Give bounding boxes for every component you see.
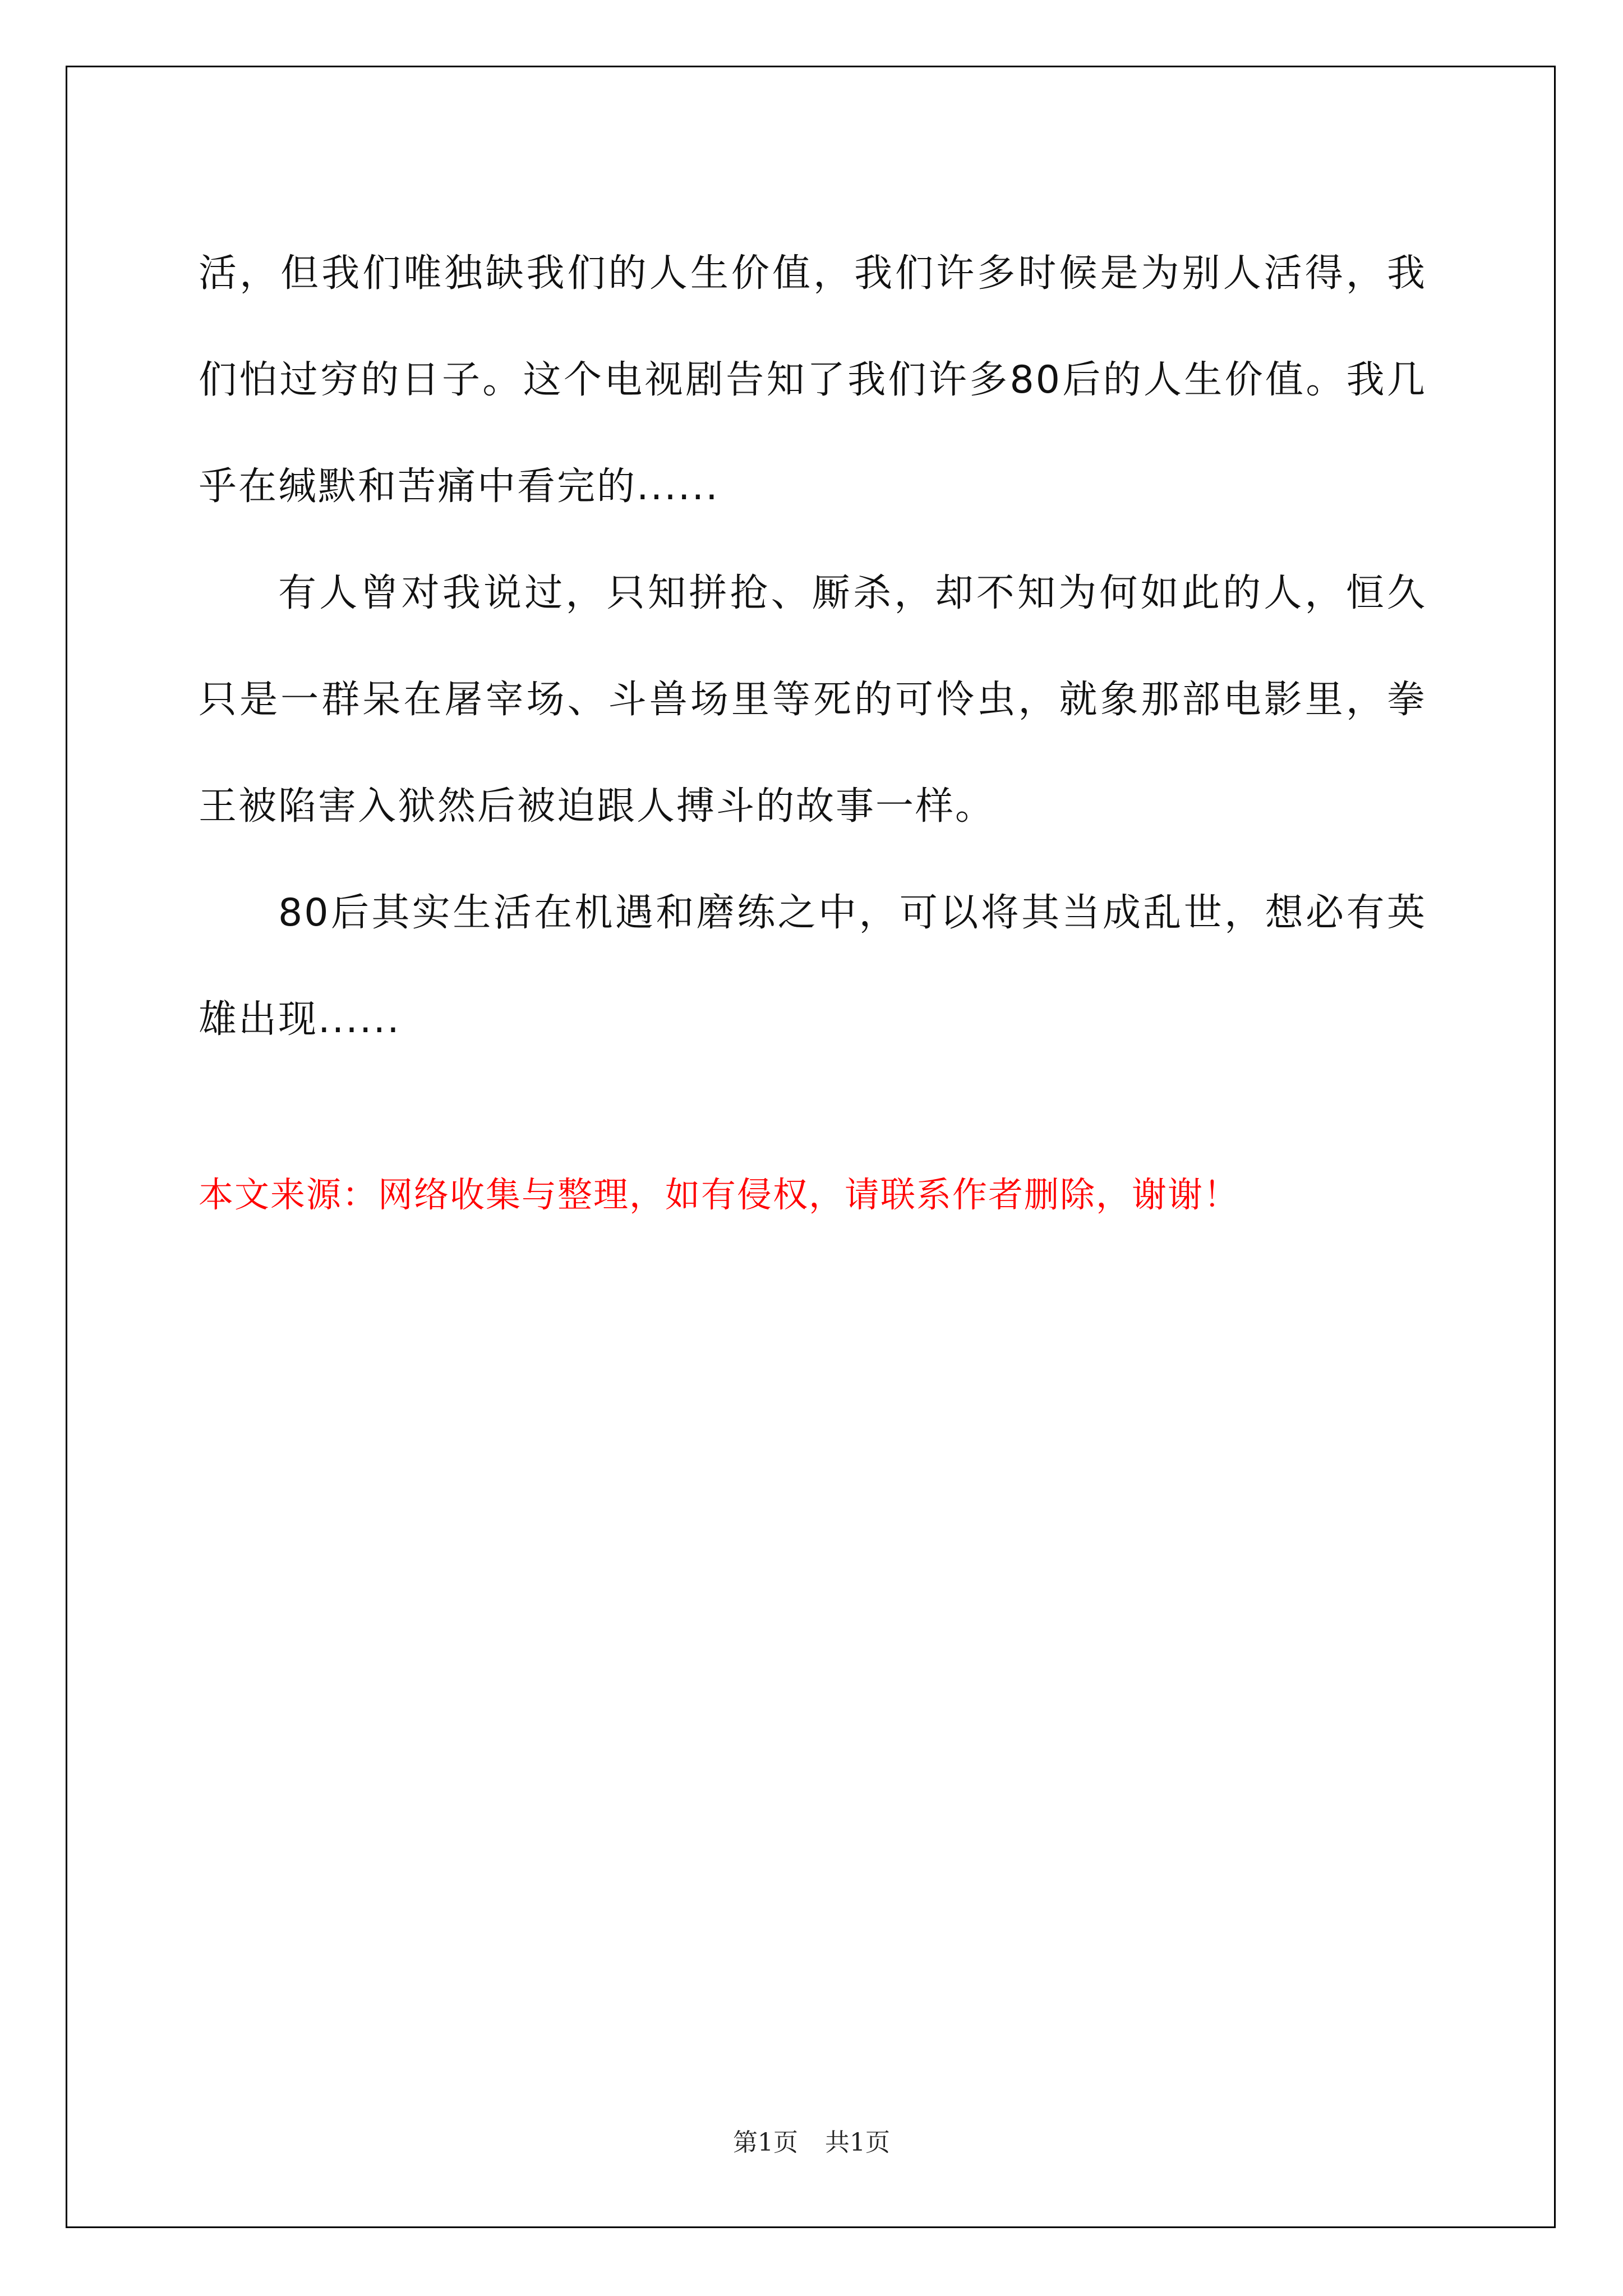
paragraph-1: 活，但我们唯独缺我们的人生价值，我们许多时候是为别人活得，我们怕过穷的日子。这个电视剧告知了我们许多80后的人生价值。我几乎在缄默和苦痛中看完的...... [199,251,1427,509]
page-total: 共1页 [825,2128,890,2157]
paragraph-2: 有人曾对我说过，只知拼抢、厮杀，却不知为何如此的人，恒久只是一群呆在屠宰场、斗兽场里等死的可怜虫，就象那部电影里，拳王被陷害入狱然后被迫跟人搏斗的故事一样。 [199,571,1427,829]
document-body [199,220,1427,1073]
source-disclaimer: 本文来源：网络收集与整理，如有侵权，请联系作者删除，谢谢！ [199,1174,1240,1215]
page-number: 第1页 [733,2128,798,2157]
paragraph-3: 80后其实生活在机遇和磨练之中，可以将其当成乱世，想必有英雄出现...... [199,891,1427,1042]
page-footer [0,2126,1623,2160]
